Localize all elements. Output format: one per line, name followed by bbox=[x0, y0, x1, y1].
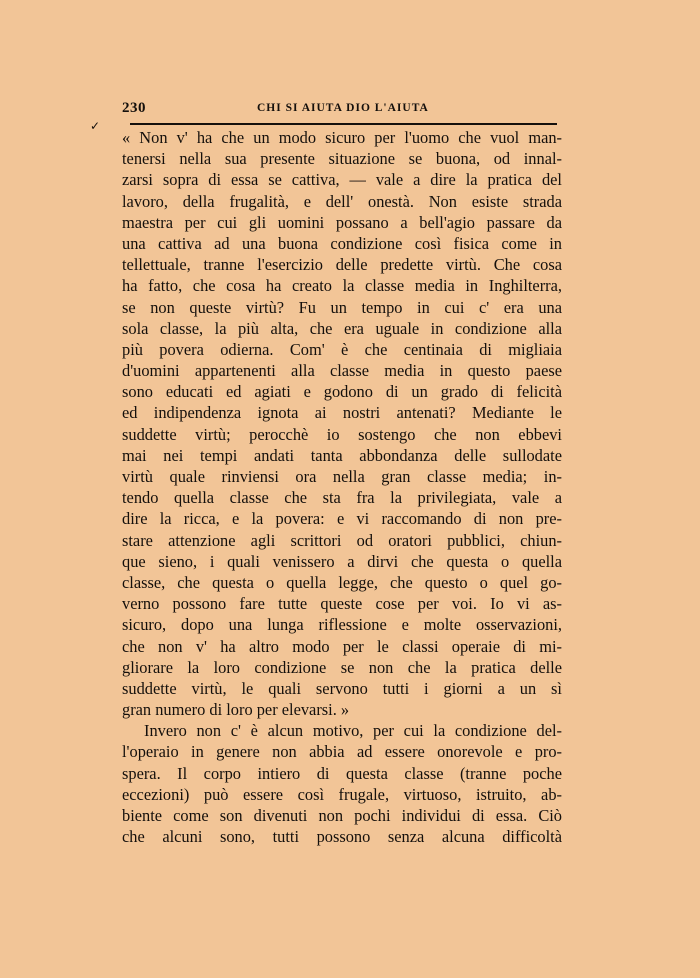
text-line: eccezioni) può essere così frugale, virtuoso, istruito, ab- bbox=[122, 784, 562, 804]
text-line: ed indipendenza ignota ai nostri antenati? Mediante le bbox=[122, 403, 562, 423]
text-line: una cattiva ad una buona condizione così fisica come in bbox=[122, 233, 562, 253]
text-line: Invero non c' è alcun motivo, per cui la condizione del- bbox=[144, 721, 562, 741]
text-line: ha fatto, che cosa ha creato la classe media in Inghilterra, bbox=[122, 276, 562, 296]
text-line: d'uomini appartenenti alla classe media in questo paese bbox=[122, 361, 562, 381]
text-line: biente come son divenuti non pochi individui di essa. Ciò bbox=[122, 806, 562, 825]
text-line: più povera odierna. Com' è che centinaia di migliaia bbox=[122, 339, 562, 359]
text-line: virtù quale rinviensi ora nella gran classe media; in- bbox=[122, 467, 562, 486]
text-line: sicuro, dopo una lunga riflessione e molte osservazioni, bbox=[122, 615, 562, 635]
text-line: stare attenzione agli scrittori od oratori pubblici, chiun- bbox=[122, 530, 562, 550]
text-line: gliorare la loro condizione se non che la pratica delle bbox=[122, 657, 562, 677]
text-line: maestra per cui gli uomini possano a bell'agio passare da bbox=[122, 212, 562, 232]
text-line: suddette virtù; perocchè io sostengo che non ebbevi bbox=[122, 424, 562, 444]
stray-mark: ✓ bbox=[90, 119, 101, 133]
text-line: tendo quella classe che sta fra la privilegiata, vale a bbox=[122, 488, 562, 508]
text-line: se non queste virtù? Fu un tempo in cui c' era una bbox=[122, 297, 562, 317]
text-line: « Non v' ha che un modo sicuro per l'uomo che vuol man- bbox=[122, 128, 562, 147]
text-line: lavoro, della frugalità, e dell' onestà. Non esiste strada bbox=[122, 191, 562, 211]
text-line: che alcuni sono, tutti possono senza alcuna difficoltà bbox=[122, 827, 562, 847]
text-line: suddette virtù, le quali servono tutti i giorni a un sì bbox=[122, 678, 562, 698]
text-line: verno possono fare tutte queste cose per voi. Io vi as- bbox=[122, 594, 562, 614]
page-header bbox=[122, 100, 557, 122]
text-line: l'operaio in genere non abbia ad essere onorevole e pro- bbox=[122, 742, 562, 762]
body-text bbox=[122, 127, 562, 847]
text-line: sono educati ed agiati e godono di un grado di felicità bbox=[122, 382, 562, 402]
text-line: tellettuale, tranne l'esercizio delle predette virtù. Che cosa bbox=[122, 255, 562, 275]
text-line: sola classe, la più alta, che era uguale in condizione alla bbox=[122, 318, 562, 338]
text-line: gran numero di loro per elevarsi. » bbox=[122, 700, 350, 720]
running-title: CHI SI AIUTA DIO L'AIUTA bbox=[257, 102, 429, 114]
text-line: que sieno, i quali venissero a dirvi che questa o quella bbox=[122, 551, 562, 571]
text-line: mai nei tempi andati tanta abbondanza delle sullodate bbox=[122, 445, 562, 465]
text-line: tenersi nella sua presente situazione se buona, od innal- bbox=[122, 149, 562, 169]
text-line: classe, che questa o quella legge, che questo o quel go- bbox=[122, 572, 562, 592]
page-number: 230 bbox=[122, 100, 146, 116]
header-rule bbox=[130, 123, 557, 125]
text-line: dire la ricca, e la povera: e vi raccomando di non pre- bbox=[122, 509, 562, 529]
text-line: spera. Il corpo intiero di questa classe (tranne poche bbox=[122, 763, 562, 783]
text-line: che non v' ha altro modo per le classi operaie di mi- bbox=[122, 636, 562, 656]
text-line: zarsi sopra di essa se cattiva, — vale a dire la pratica del bbox=[122, 170, 562, 190]
paragraph bbox=[122, 127, 562, 720]
paragraph bbox=[122, 720, 562, 847]
